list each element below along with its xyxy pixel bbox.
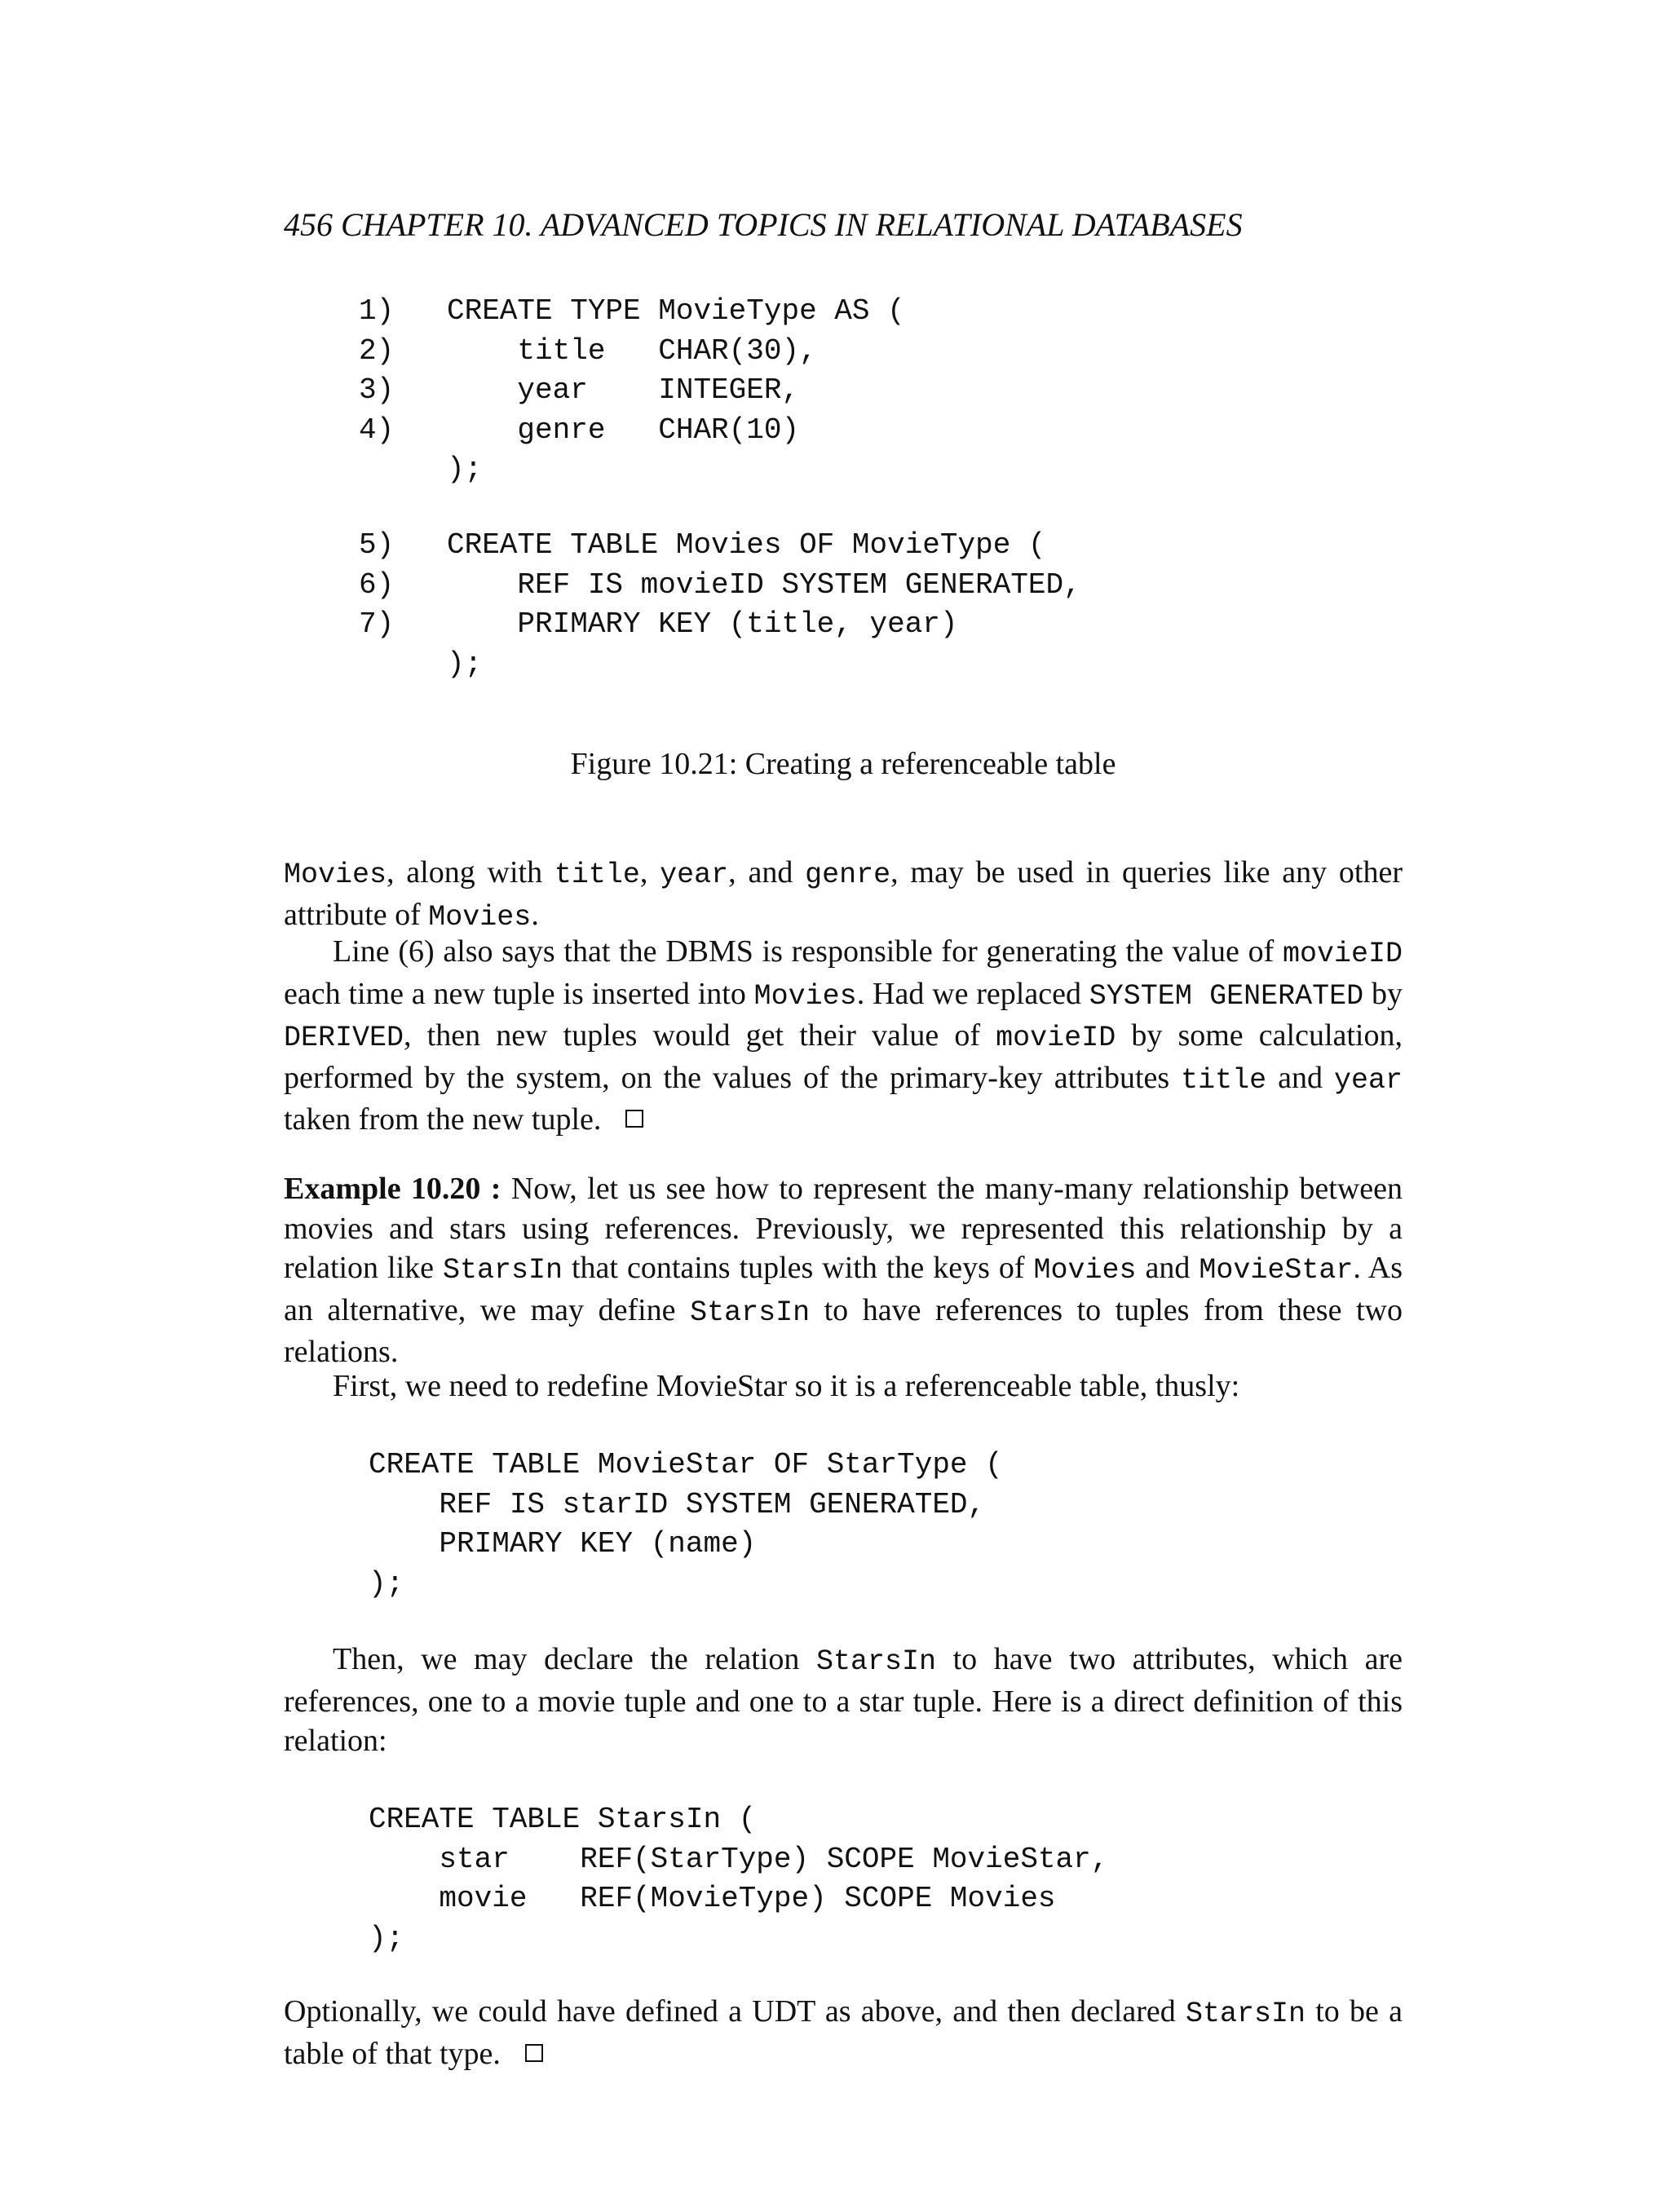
code-term: Movies <box>753 979 857 1013</box>
code-text: REF IS movieID SYSTEM GENERATED, <box>447 567 1081 602</box>
code-term: StarsIn <box>690 1296 811 1329</box>
example-label: Example 10.20 : <box>284 1172 501 1206</box>
text-run: , and <box>728 855 806 890</box>
code-line: PRIMARY KEY (name) <box>369 1527 757 1561</box>
code-line: movie REF(MovieType) SCOPE Movies <box>369 1882 1056 1915</box>
code-term: Movies <box>1033 1254 1137 1287</box>
text-run: to have two attributes, which are references, one to a movie tuple and one to a star tuple. Here is a direct definition of this relation: <box>284 1642 1403 1758</box>
code-block-movies-table <box>359 526 1081 684</box>
code-line <box>359 413 799 447</box>
code-text: CREATE TABLE Movies OF MovieType ( <box>447 528 1046 562</box>
code-block-moviestar-table <box>369 1446 1003 1604</box>
end-of-example-box-icon <box>625 1110 643 1128</box>
code-term: movieID <box>996 1022 1116 1054</box>
code-line <box>359 647 482 681</box>
text-run: , may be used in queries like any other attribute of <box>284 855 1403 932</box>
line-number: 6) <box>359 567 395 602</box>
text-run: Line (6) also says that the DBMS is responsible for generating the value of <box>333 934 1283 969</box>
code-line <box>359 453 482 486</box>
code-term: StarsIn <box>816 1645 937 1678</box>
code-line: ); <box>369 1921 404 1955</box>
paragraph-1 <box>284 853 1403 937</box>
code-line: ); <box>369 1566 404 1600</box>
code-line: star REF(StarType) SCOPE MovieStar, <box>369 1842 1109 1876</box>
text-run: . As an alternative, we may define <box>284 1251 1403 1327</box>
text-run: . <box>531 897 539 932</box>
line-number: 5) <box>359 528 395 562</box>
code-term: StarsIn <box>1185 1998 1306 2030</box>
code-term: year <box>1333 1063 1403 1097</box>
code-term: MovieStar <box>1199 1254 1354 1287</box>
code-line <box>359 528 1046 562</box>
code-text: ); <box>447 647 483 681</box>
line-number: 1) <box>359 294 395 328</box>
code-line: REF IS starID SYSTEM GENERATED, <box>369 1487 986 1521</box>
text-run: by some calculation, performed by the system, on the values of the primary-key attributes <box>284 1018 1403 1095</box>
code-line <box>359 568 1081 602</box>
code-term: title <box>1181 1063 1267 1097</box>
text-run: , along with <box>387 855 554 890</box>
line-number: 7) <box>359 607 395 641</box>
code-text: genre CHAR(10) <box>447 413 800 447</box>
text-run: Then, we may declare the relation <box>333 1642 816 1676</box>
text-run: by <box>1363 976 1403 1011</box>
code-text: ); <box>447 453 483 486</box>
code-text: title CHAR(30), <box>447 333 817 368</box>
text-run: each time a new tuple is inserted into <box>284 976 754 1011</box>
code-term: genre <box>805 859 891 891</box>
code-text: PRIMARY KEY (title, year) <box>447 607 958 641</box>
code-line: CREATE TABLE StarsIn ( <box>369 1803 757 1836</box>
line-number: 3) <box>359 373 395 407</box>
paragraph-6 <box>284 1992 1403 2073</box>
code-term: Movies <box>428 900 532 934</box>
paragraph-example-10-20 <box>284 1169 1403 1372</box>
code-term: Movies <box>284 859 387 891</box>
code-line <box>359 334 817 368</box>
code-line <box>359 373 799 407</box>
code-text: year INTEGER, <box>447 373 800 407</box>
text-run: . Had we replaced <box>856 976 1089 1011</box>
code-term: title <box>554 859 640 891</box>
text-run: to have references to tuples from these two relations. <box>284 1292 1403 1369</box>
text-run: Now, let us see how to represent the many-many relationship between movies and stars using references. Previously, we represented this relationship by a relation like <box>284 1172 1403 1285</box>
end-of-example-box-icon <box>525 2044 543 2062</box>
code-text: CREATE TYPE MovieType AS ( <box>447 294 905 328</box>
figure-caption: Figure 10.21: Creating a referenceable table <box>570 747 1116 781</box>
paragraph-5 <box>284 1640 1403 1761</box>
paragraph-4: First, we need to redefine MovieStar so it is a referenceable table, thusly: <box>333 1369 1240 1403</box>
text-run: to be a table of that type. <box>284 1994 1403 2071</box>
text-run: , <box>639 855 660 890</box>
code-term: StarsIn <box>443 1254 563 1287</box>
paragraph-2 <box>284 932 1403 1140</box>
text-run: taken from the new tuple. <box>284 1102 602 1137</box>
text-run: and <box>1266 1060 1334 1095</box>
line-number: 2) <box>359 333 395 368</box>
code-block-starsin-table <box>369 1800 1108 1958</box>
text-run: , then new tuples would get their value of <box>404 1018 996 1053</box>
text-run: Optionally, we could have defined a UDT as above, and then declared <box>284 1994 1186 2029</box>
text-run: that contains tuples with the keys of <box>563 1251 1034 1285</box>
line-number: 4) <box>359 413 395 447</box>
code-line <box>359 294 905 328</box>
code-term: SYSTEM GENERATED <box>1089 979 1364 1013</box>
code-term: DERIVED <box>284 1022 404 1054</box>
code-term: year <box>660 859 729 891</box>
text-run: and <box>1136 1251 1199 1285</box>
code-line: CREATE TABLE MovieStar OF StarType ( <box>369 1448 1003 1481</box>
code-line <box>359 607 958 641</box>
code-block-movietype <box>359 292 905 490</box>
running-header: 456 CHAPTER 10. ADVANCED TOPICS IN RELATIONAL DATABASES <box>284 206 1243 243</box>
code-term: movieID <box>1282 938 1403 970</box>
